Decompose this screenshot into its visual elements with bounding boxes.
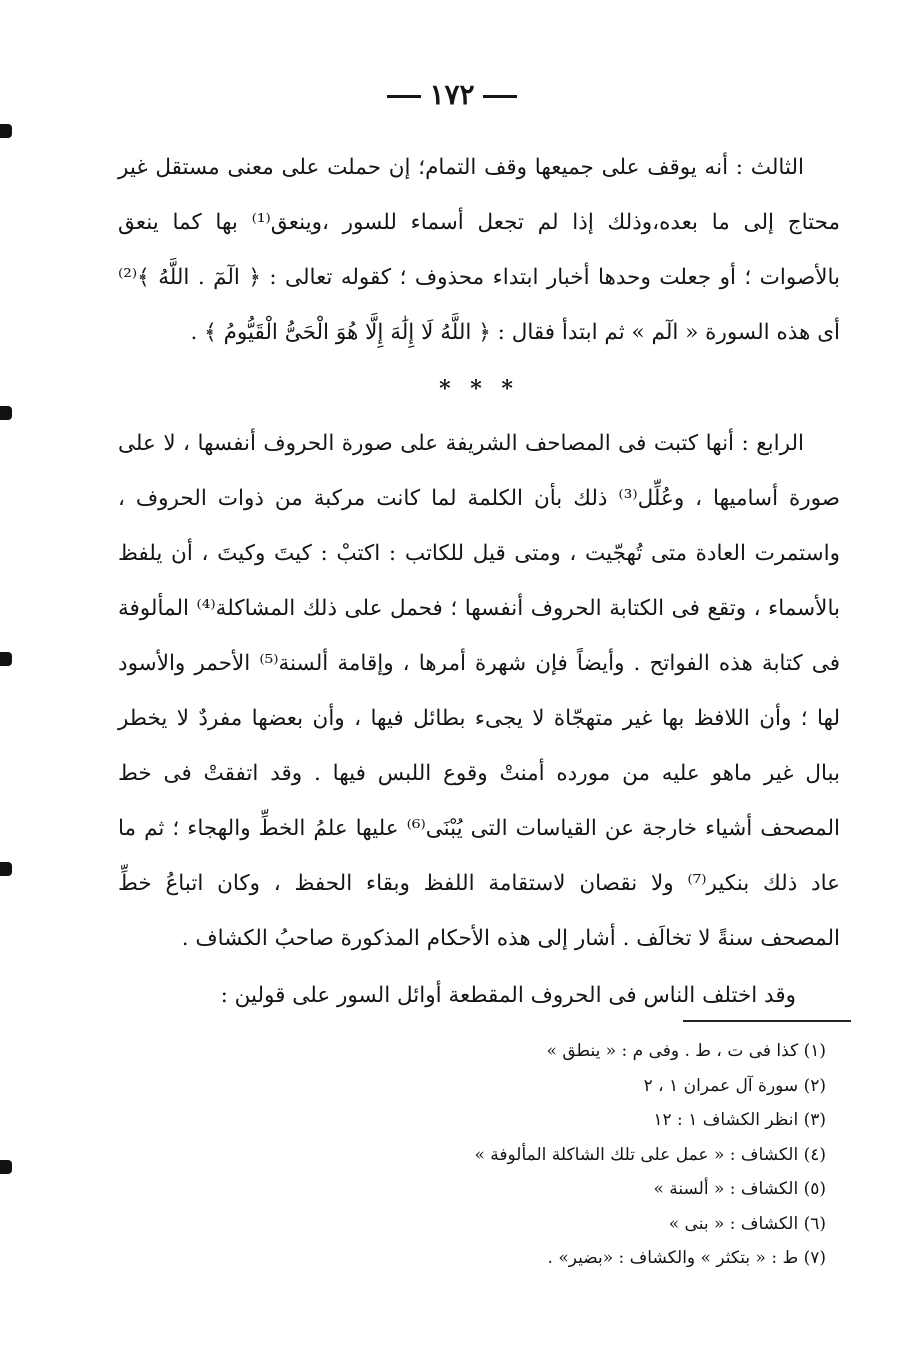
paragraph-fourth: الرابع : أنها كتبت فى المصاحف الشريفة على صورة الحروف أنفسها ، لا على صورة أساميها ، وعُلِّل⁽³⁾ ذلك بأن الكلمة لما كانت مركبة من ذوات الحروف ، واستمرت العادة متى تُهجّيت ، ومتى قيل للكاتب : اكتبْ : كيتَ وكيتَ ، أن يلفظ بالأسماء ، وتقع فى الكتابة الحروف أنفسها ؛ فحمل على ذلك المشاكلة⁽⁴⁾ المألوفة فى كتابة هذه الفواتح . وأيضاً فإن شهرة أمرها ، وإقامة ألسنة⁽⁵⁾ الأحمر والأسود لها ؛ وأن اللافظ بها غير متهجّاة لا يجىء بطائل فيها ، وأن بعضها مفردٌ لا يخطر ببال غير ماهو عليه من مورده أمنتْ وقوع اللبس فيها . وقد اتفقتْ فى خط المصحف أشياء خارجة عن القياسات التى يُبْنَى⁽⁶⁾ عليها علمُ الخطِّ والهجاء ؛ ثم ما عاد ذلك بنكير⁽⁷⁾ ولا نقصان لاستقامة اللفظ وبقاء الحفظ ، وكان اتباعُ خطِّ المصحف سنةً لا تخالَف . أشار إلى هذه الأحكام المذكورة صاحبُ الكشاف . — [118, 431, 840, 951]
scan-edge-mark — [0, 1160, 12, 1174]
scan-edge-mark — [0, 124, 12, 138]
closing-line: وقد اختلف الناس فى الحروف المقطعة أوائل السور على قولين : — [220, 983, 796, 1008]
footnote: (٧) ط : « بتكثر » والكشاف : «بضير» . — [547, 1248, 826, 1268]
section-separator: * * * — [439, 376, 519, 402]
main-text — [118, 140, 840, 1023]
paragraph-third: الثالث : أنه يوقف على جميعها وقف التمام؛ إن حملت على معنى مستقل غير محتاج إلى ما بعده،وذلك إذا لم تجعل أسماء للسور ،وينعق⁽¹⁾ بها كما ينعق بالأصوات ؛ أو جعلت وحدها أخبار ابتداء محذوف ؛ كقوله تعالى : ﴿ الٓمٓ . اللَّهُ ﴾⁽²⁾ أى هذه السورة « الٓم » ثم ابتدأ فقال : ﴿ اللَّهُ لَا إِلَٰهَ إِلَّا هُوَ الْحَىُّ الْقَيُّومُ ﴾ . — [118, 155, 841, 345]
footnote: (٣) انظر الكشاف ١ : ١٢ — [653, 1110, 826, 1130]
scan-edge-mark — [0, 406, 12, 420]
header-dash — [387, 95, 421, 98]
scan-edge-mark — [0, 652, 12, 666]
scan-edge-mark — [0, 862, 12, 876]
footnote: (٦) الكشاف : « بنى » — [668, 1213, 826, 1234]
footnote-rule — [683, 1020, 851, 1022]
footnote: (٥) الكشاف : « ألسنة » — [653, 1179, 826, 1199]
page-number: ١٧٢ — [429, 78, 475, 111]
header-dash — [483, 95, 517, 98]
footnote: (١) كذا فى ت ، ط . وفى م : « ينطق » — [546, 1041, 826, 1061]
footnote: (٤) الكشاف : « عمل على تلك الشاكلة المألوفة » — [474, 1144, 826, 1165]
page-header — [0, 78, 904, 111]
footnotes — [300, 1034, 826, 1276]
footnote: (٢) سورة آل عمران ١ ، ٢ — [643, 1075, 826, 1096]
